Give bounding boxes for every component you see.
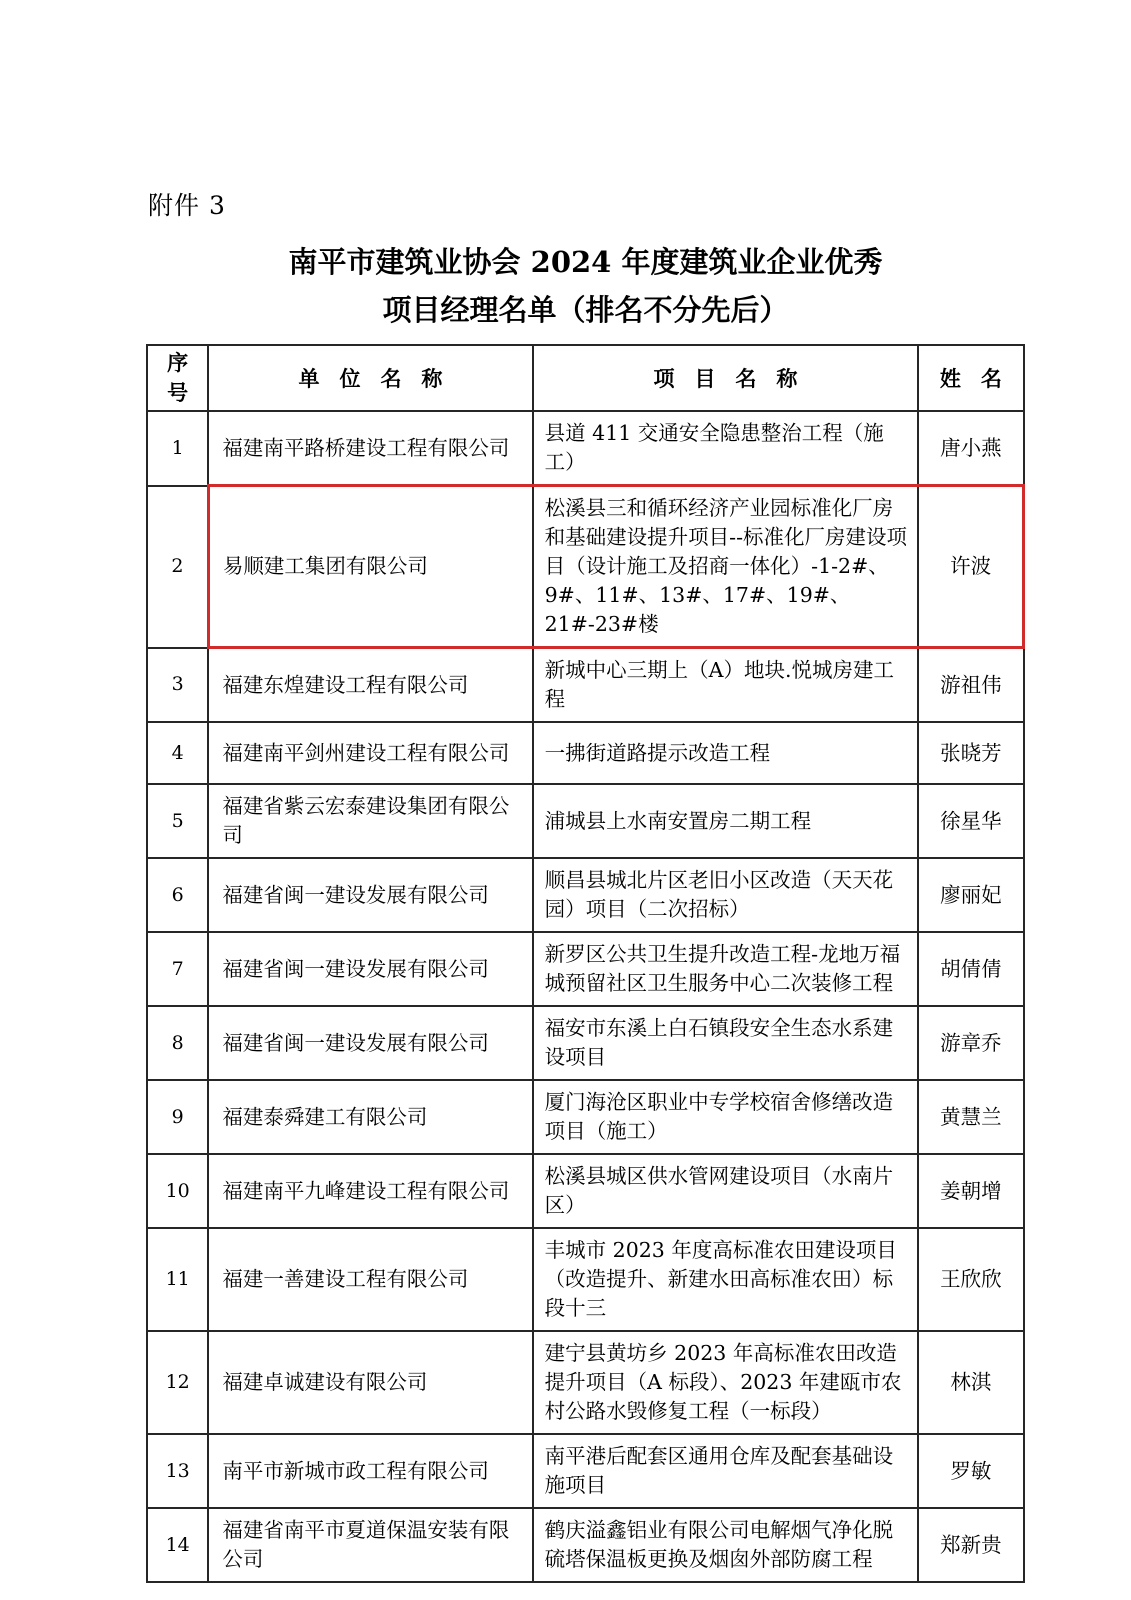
cell-name: 黄慧兰 [918,1080,1023,1154]
cell-company: 福建省闽一建设发展有限公司 [208,1006,532,1080]
cell-name: 姜朝增 [918,1154,1023,1228]
table-row [147,1080,1024,1154]
cell-name: 廖丽妃 [918,858,1023,932]
document-title [146,238,1025,334]
cell-name: 郑新贵 [918,1508,1023,1582]
cell-project: 鹤庆溢鑫铝业有限公司电解烟气净化脱硫塔保温板更换及烟囱外部防腐工程 [533,1508,919,1582]
cell-company: 福建省南平市夏道保温安装有限公司 [208,1508,532,1582]
manager-table-body [147,411,1024,1582]
cell-project: 一拂街道路提示改造工程 [533,722,919,784]
cell-project: 福安市东溪上白石镇段安全生态水系建设项目 [533,1006,919,1080]
cell-name: 游章乔 [918,1006,1023,1080]
table-row-highlighted [147,486,1024,648]
table-row [147,932,1024,1006]
cell-project: 厦门海沧区职业中专学校宿舍修缮改造项目（施工） [533,1080,919,1154]
cell-index: 10 [147,1154,208,1228]
cell-project: 新罗区公共卫生提升改造工程-龙地万福城预留社区卫生服务中心二次装修工程 [533,932,919,1006]
cell-company: 福建省闽一建设发展有限公司 [208,932,532,1006]
cell-name: 罗敏 [918,1434,1023,1508]
table-row [147,1006,1024,1080]
table-row [147,1154,1024,1228]
cell-name: 游祖伟 [918,648,1023,723]
table-row [147,858,1024,932]
cell-company: 福建卓诚建设有限公司 [208,1331,532,1434]
cell-project: 建宁县黄坊乡 2023 年高标准农田改造提升项目（A 标段）、2023 年建瓯市农村公路水毁修复工程（一标段） [533,1331,919,1434]
header-cell-name: 姓名 [918,345,1023,411]
cell-index: 3 [147,648,208,723]
cell-company: 易顺建工集团有限公司 [208,486,532,648]
header-label-index: 序号 [167,349,189,405]
table-row [147,1228,1024,1331]
cell-name: 王欣欣 [918,1228,1023,1331]
cell-index: 11 [147,1228,208,1331]
cell-company: 福建南平剑州建设工程有限公司 [208,722,532,784]
cell-index: 8 [147,1006,208,1080]
table-row [147,722,1024,784]
table-row [147,1508,1024,1582]
cell-index: 4 [147,722,208,784]
cell-index: 7 [147,932,208,1006]
cell-index: 9 [147,1080,208,1154]
cell-project: 新城中心三期上（A）地块.悦城房建工程 [533,648,919,723]
cell-company: 福建南平路桥建设工程有限公司 [208,411,532,486]
cell-index: 6 [147,858,208,932]
table-row [147,1331,1024,1434]
cell-index: 2 [147,486,208,648]
cell-name: 徐星华 [918,784,1023,858]
header-cell-index [147,345,208,411]
table-row [147,648,1024,723]
cell-company: 福建南平九峰建设工程有限公司 [208,1154,532,1228]
cell-project: 南平港后配套区通用仓库及配套基础设施项目 [533,1434,919,1508]
cell-index: 13 [147,1434,208,1508]
manager-table [146,344,1025,1583]
cell-name: 胡倩倩 [918,932,1023,1006]
header-cell-company: 单位名称 [208,345,532,411]
cell-company: 南平市新城市政工程有限公司 [208,1434,532,1508]
manager-table-header [147,345,1024,411]
table-row [147,411,1024,486]
header-row [147,345,1024,411]
table-row [147,784,1024,858]
cell-project: 顺昌县城北片区老旧小区改造（天天花园）项目（二次招标） [533,858,919,932]
header-cell-project: 项目名称 [533,345,919,411]
cell-name: 林淇 [918,1331,1023,1434]
cell-project: 松溪县三和循环经济产业园标准化厂房和基础建设提升项目--标准化厂房建设项目（设计施工及招商一体化）-1-2#、9#、11#、13#、17#、19#、21#-23#楼 [533,486,919,648]
cell-company: 福建省闽一建设发展有限公司 [208,858,532,932]
cell-company: 福建一善建设工程有限公司 [208,1228,532,1331]
cell-company: 福建东煌建设工程有限公司 [208,648,532,723]
cell-name: 许波 [918,486,1023,648]
cell-index: 1 [147,411,208,486]
cell-index: 5 [147,784,208,858]
cell-name: 唐小燕 [918,411,1023,486]
cell-project: 浦城县上水南安置房二期工程 [533,784,919,858]
cell-company: 福建省紫云宏泰建设集团有限公司 [208,784,532,858]
document-title-line1: 南平市建筑业协会 2024 年度建筑业企业优秀 [288,245,883,279]
cell-project: 丰城市 2023 年度高标准农田建设项目（改造提升、新建水田高标准农田）标段十三 [533,1228,919,1331]
cell-name: 张晓芳 [918,722,1023,784]
table-row [147,1434,1024,1508]
cell-index: 14 [147,1508,208,1582]
cell-project: 县道 411 交通安全隐患整治工程（施工） [533,411,919,486]
cell-company: 福建泰舜建工有限公司 [208,1080,532,1154]
cell-project: 松溪县城区供水管网建设项目（水南片区） [533,1154,919,1228]
cell-index: 12 [147,1331,208,1434]
attachment-label: 附件 3 [148,191,226,220]
document-title-line2: 项目经理名单（排名不分先后） [382,293,789,327]
